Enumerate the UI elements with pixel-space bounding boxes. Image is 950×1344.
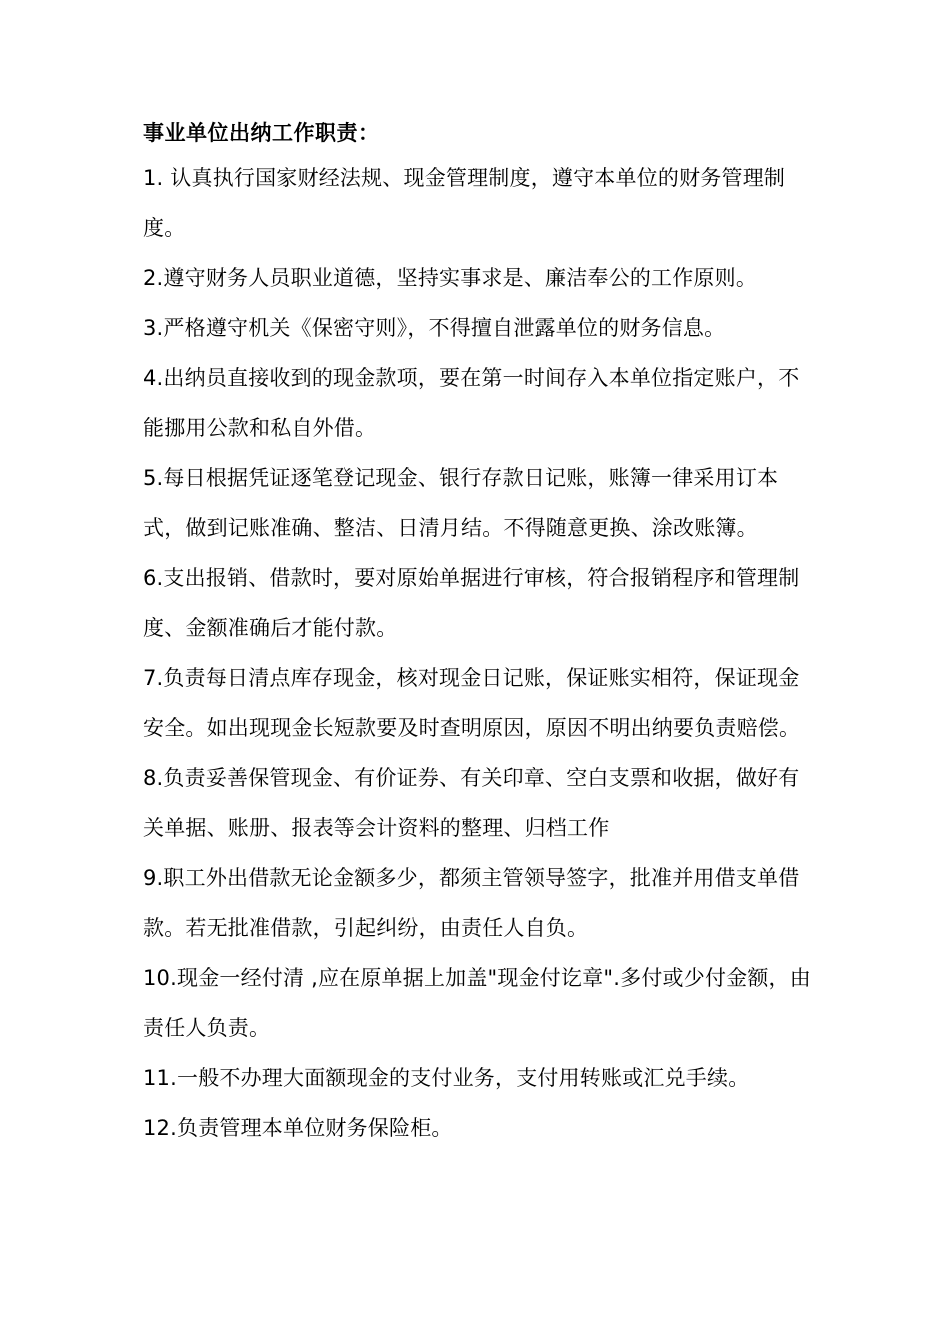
duty-item-11: 11.一般不办理大面额现金的支付业务，支付用转账或汇兑手续。: [143, 1066, 750, 1090]
duty-item-1: 1. 认真执行国家财经法规、现金管理制度，遵守本单位的财务管理制度。: [143, 166, 786, 240]
duty-item-5: 5.每日根据凭证逐笔登记现金、银行存款日记账，账簿一律采用订本式，做到记账准确、整洁、日清月结。不得随意更换、涂改账簿。: [143, 466, 779, 540]
document-body: [143, 113, 818, 1153]
duty-item-6: 6.支出报销、借款时，要对原始单据进行审核，符合报销程序和管理制度、金额准确后才能付款。: [143, 566, 800, 640]
duty-item-2: 2.遵守财务人员职业道德，坚持实事求是、廉洁奉公的工作原则。: [143, 266, 758, 290]
document-title: 事业单位出纳工作职责：: [143, 121, 380, 145]
duty-item-9: 9.职工外出借款无论金额多少，都须主管领导签字，批准并用借支单借款。若无批准借款，引起纠纷，由责任人自负。: [143, 866, 800, 940]
duty-item-3: 3.严格遵守机关《保密守则》，不得擅自泄露单位的财务信息。: [143, 316, 726, 340]
duty-item-7: 7.负责每日清点库存现金，核对现金日记账，保证账实相符，保证现金安全。如出现现金长短款要及时查明原因，原因不明出纳要负责赔偿。: [143, 666, 801, 740]
duty-item-8: 8.负责妥善保管现金、有价证券、有关印章、空白支票和收据，做好有关单据、账册、报表等会计资料的整理、归档工作: [143, 766, 800, 840]
duty-item-10: 10.现金一经付清 ,应在原单据上加盖"现金付讫章".多付或少付金额，由责任人负责。: [143, 966, 811, 1040]
duty-item-4: 4.出纳员直接收到的现金款项，要在第一时间存入本单位指定账户，不能挪用公款和私自外借。: [143, 366, 800, 440]
duty-item-12: 12.负责管理本单位财务保险柜。: [143, 1116, 453, 1140]
